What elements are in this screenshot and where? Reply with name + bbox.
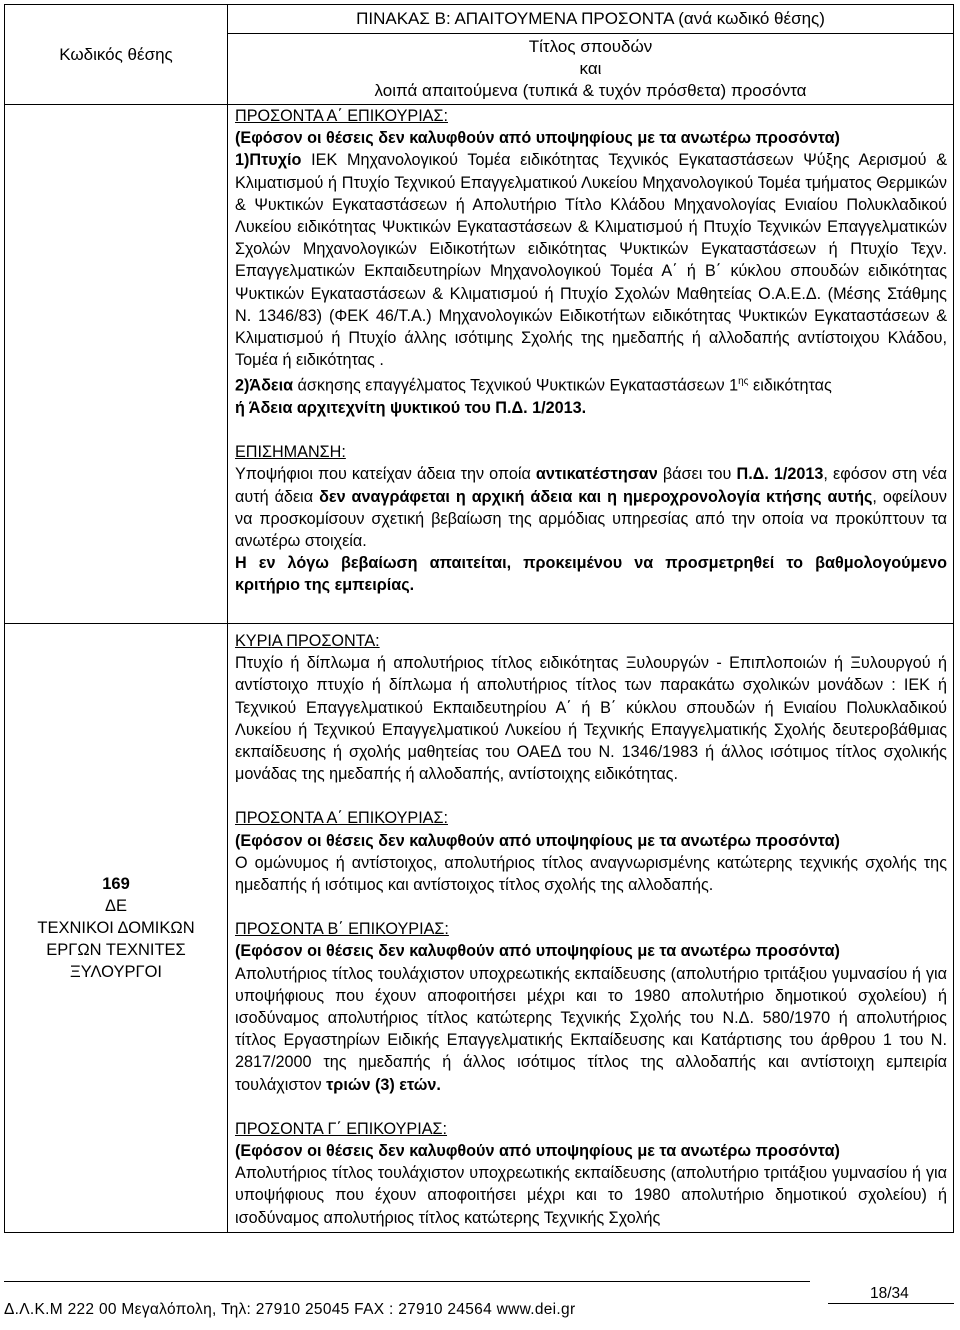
section-text: Πτυχίο ή δίπλωμα ή απολυτήριος τίτλος ειδικότητας Ξυλουργών - Επιπλοποιών ή Ξυλουργού ή αντίστοιχο πτυχίο ή δίπλωμα ή απολυτήριος τίτλος των παρακάτω σχολικών μονάδων : ΙΕΚ ή Τεχνικού Επαγγελματικού Εκπαιδευτηρίου Α΄ ή Β΄ κύκλου σπουδών ή Ενιαίου Πολυκλαδικού Λυκείου ή Τεχνικού Επαγγελματικού Λυκείου ή Τεχνικής Επαγγελματικής Σχολής δευτεροβάθμιας εκπαίδευσης ή σχολής μαθητείας του ΟΑΕΔ του Ν. 1346/1983 ή άλλος ισότιμος τίτλος σχολικής μονάδας της ημεδαπής ή αλλοδαπής, αντίστοιχης ειδικότητας. [235, 654, 947, 784]
section-condition: (Εφόσον οι θέσεις δεν καλυφθούν από υποψηφίους με τα ανωτέρω προσόντα) [235, 129, 840, 148]
page-number: 18/34 [870, 1285, 909, 1302]
position-name-line: ΤΕΧΝΙΚΟΙ ΔΟΜΙΚΩΝ [37, 918, 195, 937]
note-heading: ΕΠΙΣΗΜΑΝΣΗ: [235, 443, 346, 462]
paragraph-1: 1)Πτυχίο ΙΕΚ Μηχανολογικού Τομέα ειδικότητας Τεχνικός Εγκαταστάσεων Ψύξης Αερισμού & Κλιματισμού ή Πτυχίο Τεχνικού Επαγγελματικού Λυκείου Μηχανολογικού Τομέα τμήματος Θερμικών & Ψυκτικών Εγκαταστάσεων ή Απολυτήριο Τίτλο Κλάδου Μηχανολογίας Ενιαίου Πολυκλαδικού Λυκείου ειδικότητας Ψυκτικών Εγκαταστάσεων & Κλιματισμού ή Πτυχίο Τεχνικών Επαγγελματικών Σχολών Μηχανολογικών Ειδικοτήτων ειδικότητας Ψυκτικών Εγκαταστάσεων ή Πτυχίο Τεχν. Επαγγελματικών Εκπαιδευτηρίων Μηχανολογικού Τομέα Α΄ ή Β΄ κύκλου σπουδών ειδικότητας Ψυκτικών Εγκαταστάσεων & Κλιματισμού ή Πτυχίο Σχολών Μαθητείας Ο.Α.Ε.Δ. (Μέσης Στάθμης Ν. 1346/83) (ΦΕΚ 46/Τ.Α.) Μηχανολογικών Ειδικοτήτων ειδικότητας Ψυκτικών Εγκαταστάσεων & Κλιματισμού ή Πτυχίο άλλης ισότιμης Σχολής της ημεδαπής ή αλλοδαπής αντίστοιχου Κλάδου, Τομέα ή ειδικότητας . [235, 151, 947, 370]
position-name-line: ΕΡΓΩΝ ΤΕΧΝΙΤΕΣ [46, 940, 186, 959]
header-code-column [5, 5, 228, 105]
section-heading: ΠΡΟΣΟΝΤΑ Β΄ ΕΠΙΚΟΥΡΙΑΣ: [235, 920, 449, 939]
column-header-code: Κωδικός θέσης [59, 44, 173, 64]
column-header-line: λοιπά απαιτούμενα (τυπικά & τυχόν πρόσθετα) προσόντα [374, 81, 807, 100]
position-code: 169 [102, 874, 130, 893]
section-text: Απολυτήριος τίτλος τουλάχιστον υποχρεωτικής εκπαίδευσης (απολυτήριο τριτάξιου γυμνασίου ή για υποψήφιους που έχουν αποφοιτήσει μέχρι και το 1980 απολυτήριο δημοτικού σχολείου) ή ισοδύναμος απολυτήριος τίτλος κατώτερης Τεχνικής Σχολής του Ν.Δ. 580/1970 ή απολυτήριος τίτλος Εργαστηρίων Ειδικής Επαγγελματικής Εκπαίδευσης και Κατάρτισης του άρθρου 1 του Ν. 2817/2000 της ημεδαπής ή άλλος ισότιμος τίτλος της αλλοδαπής και αντίστοιχη εμπειρία τουλάχιστον τριών (3) ετών. [235, 964, 947, 1094]
section-heading: ΠΡΟΣΟΝΤΑ Α΄ ΕΠΙΚΟΥΡΙΑΣ: [235, 809, 448, 828]
section-a-aux-previous [235, 105, 947, 419]
section-condition: (Εφόσον οι θέσεις δεν καλυφθούν από υποψηφίους με τα ανωτέρω προσόντα) [235, 831, 840, 850]
section-condition: (Εφόσον οι θέσεις δεν καλυφθούν από υποψηφίους με τα ανωτέρω προσόντα) [235, 1142, 840, 1161]
footer-address: Δ.Λ.Κ.Μ 222 00 Μεγαλόπολη, Τηλ: 27910 25045 FAX : 27910 24564 www.dei.gr [4, 1301, 576, 1318]
code-cell-empty [5, 105, 228, 624]
page-number-rule [828, 1303, 954, 1304]
section-c-aux [235, 1118, 947, 1229]
section-heading: ΚΥΡΙΑ ΠΡΟΣΟΝΤΑ: [235, 632, 380, 650]
header-title-column [228, 34, 954, 105]
section-heading: ΠΡΟΣΟΝΤΑ Γ΄ ΕΠΙΚΟΥΡΙΑΣ: [235, 1119, 448, 1138]
note-block [235, 441, 947, 596]
column-header-line: Τίτλος σπουδών [528, 37, 653, 56]
position-code-cell [5, 624, 228, 1233]
section-a-aux [235, 807, 947, 896]
page-footer [0, 1280, 960, 1330]
section-text: Απολυτήριος τίτλος τουλάχιστον υποχρεωτικής εκπαίδευσης (απολυτήριο τριτάξιου γυμνασίου ή για υποψήφιους που έχουν αποφοιτήσει μέχρι και το 1980 απολυτήριο δημοτικού σχολείου) ή ισοδύναμος απολυτήριος τίτλος κατώτερης Τεχνικής Σχολής [235, 1164, 947, 1227]
section-condition: (Εφόσον οι θέσεις δεν καλυφθούν από υποψηφίους με τα ανωτέρω προσόντα) [235, 942, 840, 961]
note-emphasis: Η εν λόγω βεβαίωση απαιτείται, προκειμένου να προσμετρηθεί το βαθμολογούμενο κριτήριο της εμπειρίας. [235, 554, 947, 595]
qualifications-top-cell [228, 105, 954, 624]
paragraph-2-bold: ή Άδεια αρχιτεχνίτη ψυκτικού του Π.Δ. 1/2013. [235, 399, 587, 418]
section-b-aux [235, 918, 947, 1096]
footer-rule [4, 1281, 810, 1282]
position-name-line: ΞΥΛΟΥΡΓΟΙ [70, 962, 162, 981]
section-main [235, 630, 947, 785]
note-text: Υποψήφιοι που κατείχαν άδεια την οποία αντικατέστησαν βάσει του Π.Δ. 1/2013, εφόσον στη νέα αυτή άδεια δεν αναγράφεται η αρχική άδεια και η ημεροχρονολογία κτήσης αυτής, οφείλουν να προσκομίσουν σχετική βεβαίωση της αρμόδιας υπηρεσίας από την οποία να προκύπτουν τα ανωτέρω στοιχεία. [235, 465, 947, 551]
table-title: ΠΙΝΑΚΑΣ Β: ΑΠΑΙΤΟΥΜΕΝΑ ΠΡΟΣΟΝΤΑ (ανά κωδικό θέσης) [228, 5, 954, 34]
paragraph-2: 2)Άδεια άσκησης επαγγέλματος Τεχνικού Ψυκτικών Εγκαταστάσεων $1^{\eta\varsigma}$ ειδικότητας [235, 376, 832, 395]
column-header-line: και [579, 59, 602, 78]
requirements-table [4, 4, 954, 1233]
position-category: ΔΕ [104, 896, 128, 915]
section-heading: ΠΡΟΣΟΝΤΑ Α΄ ΕΠΙΚΟΥΡΙΑΣ: [235, 107, 448, 125]
section-text: Ο ομώνυμος ή αντίστοιχος, απολυτήριος τίτλος αναγνωρισμένης κατώτερης τεχνικής σχολής της ημεδαπής ή ισότιμος και αντίστοιχος τίτλος σχολής της αλλοδαπής. [235, 853, 947, 895]
qualifications-main-cell [228, 624, 954, 1233]
